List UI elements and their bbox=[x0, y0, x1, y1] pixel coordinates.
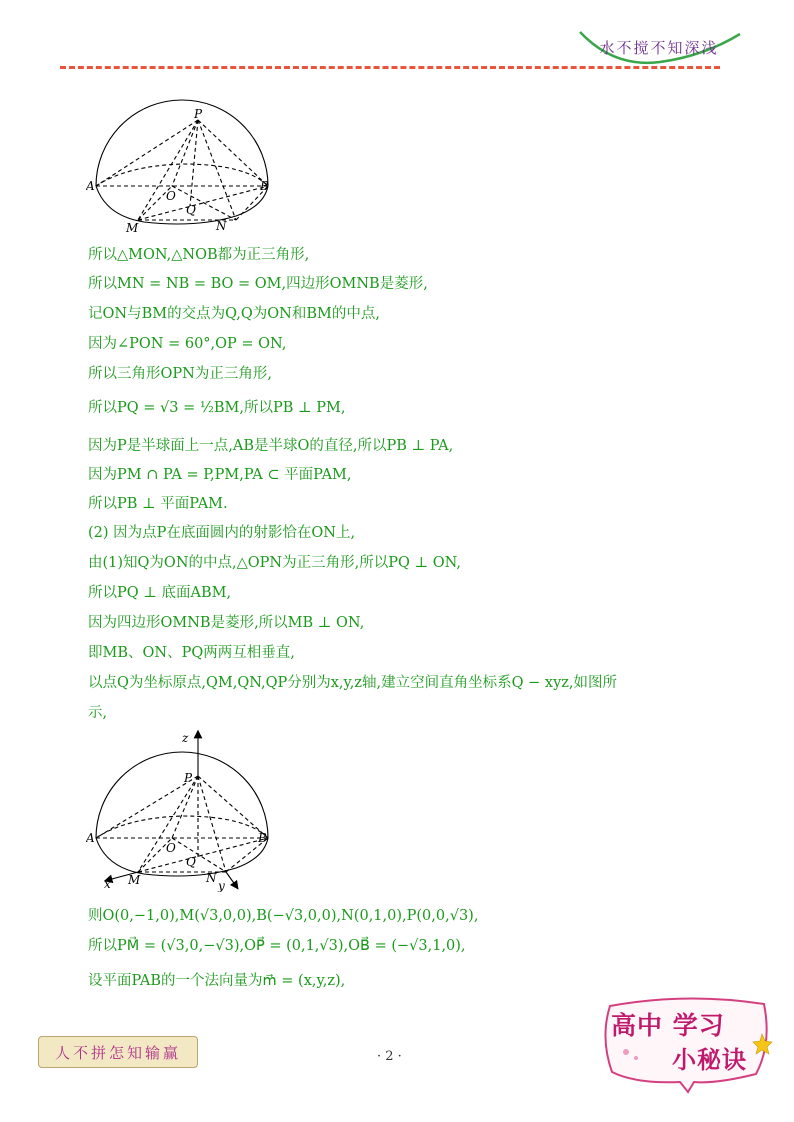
text-line: 即MB、ON、PQ两两互相垂直, bbox=[88, 645, 295, 661]
header-motto: 水不搅不知深浅 bbox=[599, 38, 719, 57]
text-line: 所以PM⃗ = (√3,0,−√3),OP⃗ = (0,1,√3),OB⃗ = (−√3,1,0), bbox=[88, 938, 466, 954]
text-line: 以点Q为坐标原点,QM,QN,QP分别为x,y,z轴,建立空间直角坐标系Q − xyz,如图所 bbox=[88, 675, 618, 691]
fig2-label-o: O bbox=[166, 841, 176, 855]
fig2-label-a: A bbox=[86, 831, 95, 845]
text-line: 示, bbox=[88, 705, 108, 721]
fig2-label-p: P bbox=[184, 771, 193, 785]
fig1-label-a: A bbox=[86, 179, 95, 193]
footer-motto: 人不拼怎知输赢 bbox=[38, 1036, 198, 1068]
fig2-label-x: x bbox=[104, 877, 111, 891]
fig2-label-n: N bbox=[206, 871, 217, 885]
fig1-label-n: N bbox=[216, 219, 227, 233]
text-line: 所以△MON,△NOB都为正三角形, bbox=[88, 247, 310, 263]
fig2-label-y: y bbox=[218, 879, 225, 892]
sticker-text-line1: 高中 学习 bbox=[611, 1011, 725, 1040]
fig2-label-m: M bbox=[128, 873, 141, 887]
hemisphere-figure-2 bbox=[86, 726, 278, 892]
sticker-text-line2: 小秘诀 bbox=[672, 1046, 747, 1074]
text-line: 所以PQ ⊥ 底面ABM, bbox=[88, 585, 232, 601]
fig2-label-q: Q bbox=[186, 855, 196, 869]
text-line: 因为PM ∩ PA = P,PM,PA ⊂ 平面PAM, bbox=[88, 467, 352, 483]
fig1-label-m: M bbox=[126, 221, 139, 235]
fig1-label-q: Q bbox=[186, 203, 196, 217]
text-line: 由(1)知Q为ON的中点,△OPN为正三角形,所以PQ ⊥ ON, bbox=[88, 555, 461, 571]
fig2-label-z: z bbox=[182, 731, 189, 745]
page-number: · 2 · bbox=[377, 1049, 402, 1064]
fig1-label-b: B bbox=[260, 179, 269, 193]
hemisphere-figure-1 bbox=[86, 98, 276, 236]
text-line: 设平面PAB的一个法向量为m⃗ = (x,y,z), bbox=[88, 973, 346, 989]
text-line: 因为四边形OMNB是菱形,所以MB ⊥ ON, bbox=[88, 615, 365, 631]
text-line: 因为∠PON = 60°,OP = ON, bbox=[88, 336, 287, 352]
text-line: 所以PB ⊥ 平面PAM. bbox=[88, 496, 228, 512]
fig1-label-p: P bbox=[194, 107, 203, 121]
text-line: (2) 因为点P在底面圆内的射影恰在ON上, bbox=[88, 525, 356, 541]
fig1-label-o: O bbox=[166, 189, 176, 203]
header-divider bbox=[60, 66, 720, 69]
text-line: 记ON与BM的交点为Q,Q为ON和BM的中点, bbox=[88, 306, 380, 322]
fig2-label-b: B bbox=[258, 831, 267, 845]
text-line: 所以MN = NB = BO = OM,四边形OMNB是菱形, bbox=[88, 276, 428, 292]
text-line: 所以PQ = √3 = ½BM,所以PB ⊥ PM, bbox=[88, 400, 346, 416]
text-line: 因为P是半球面上一点,AB是半球O的直径,所以PB ⊥ PA, bbox=[88, 438, 454, 454]
text-line: 所以三角形OPN为正三角形, bbox=[88, 366, 272, 382]
text-line: 则O(0,−1,0),M(√3,0,0),B(−√3,0,0),N(0,1,0),P(0,0,√3), bbox=[88, 908, 479, 924]
